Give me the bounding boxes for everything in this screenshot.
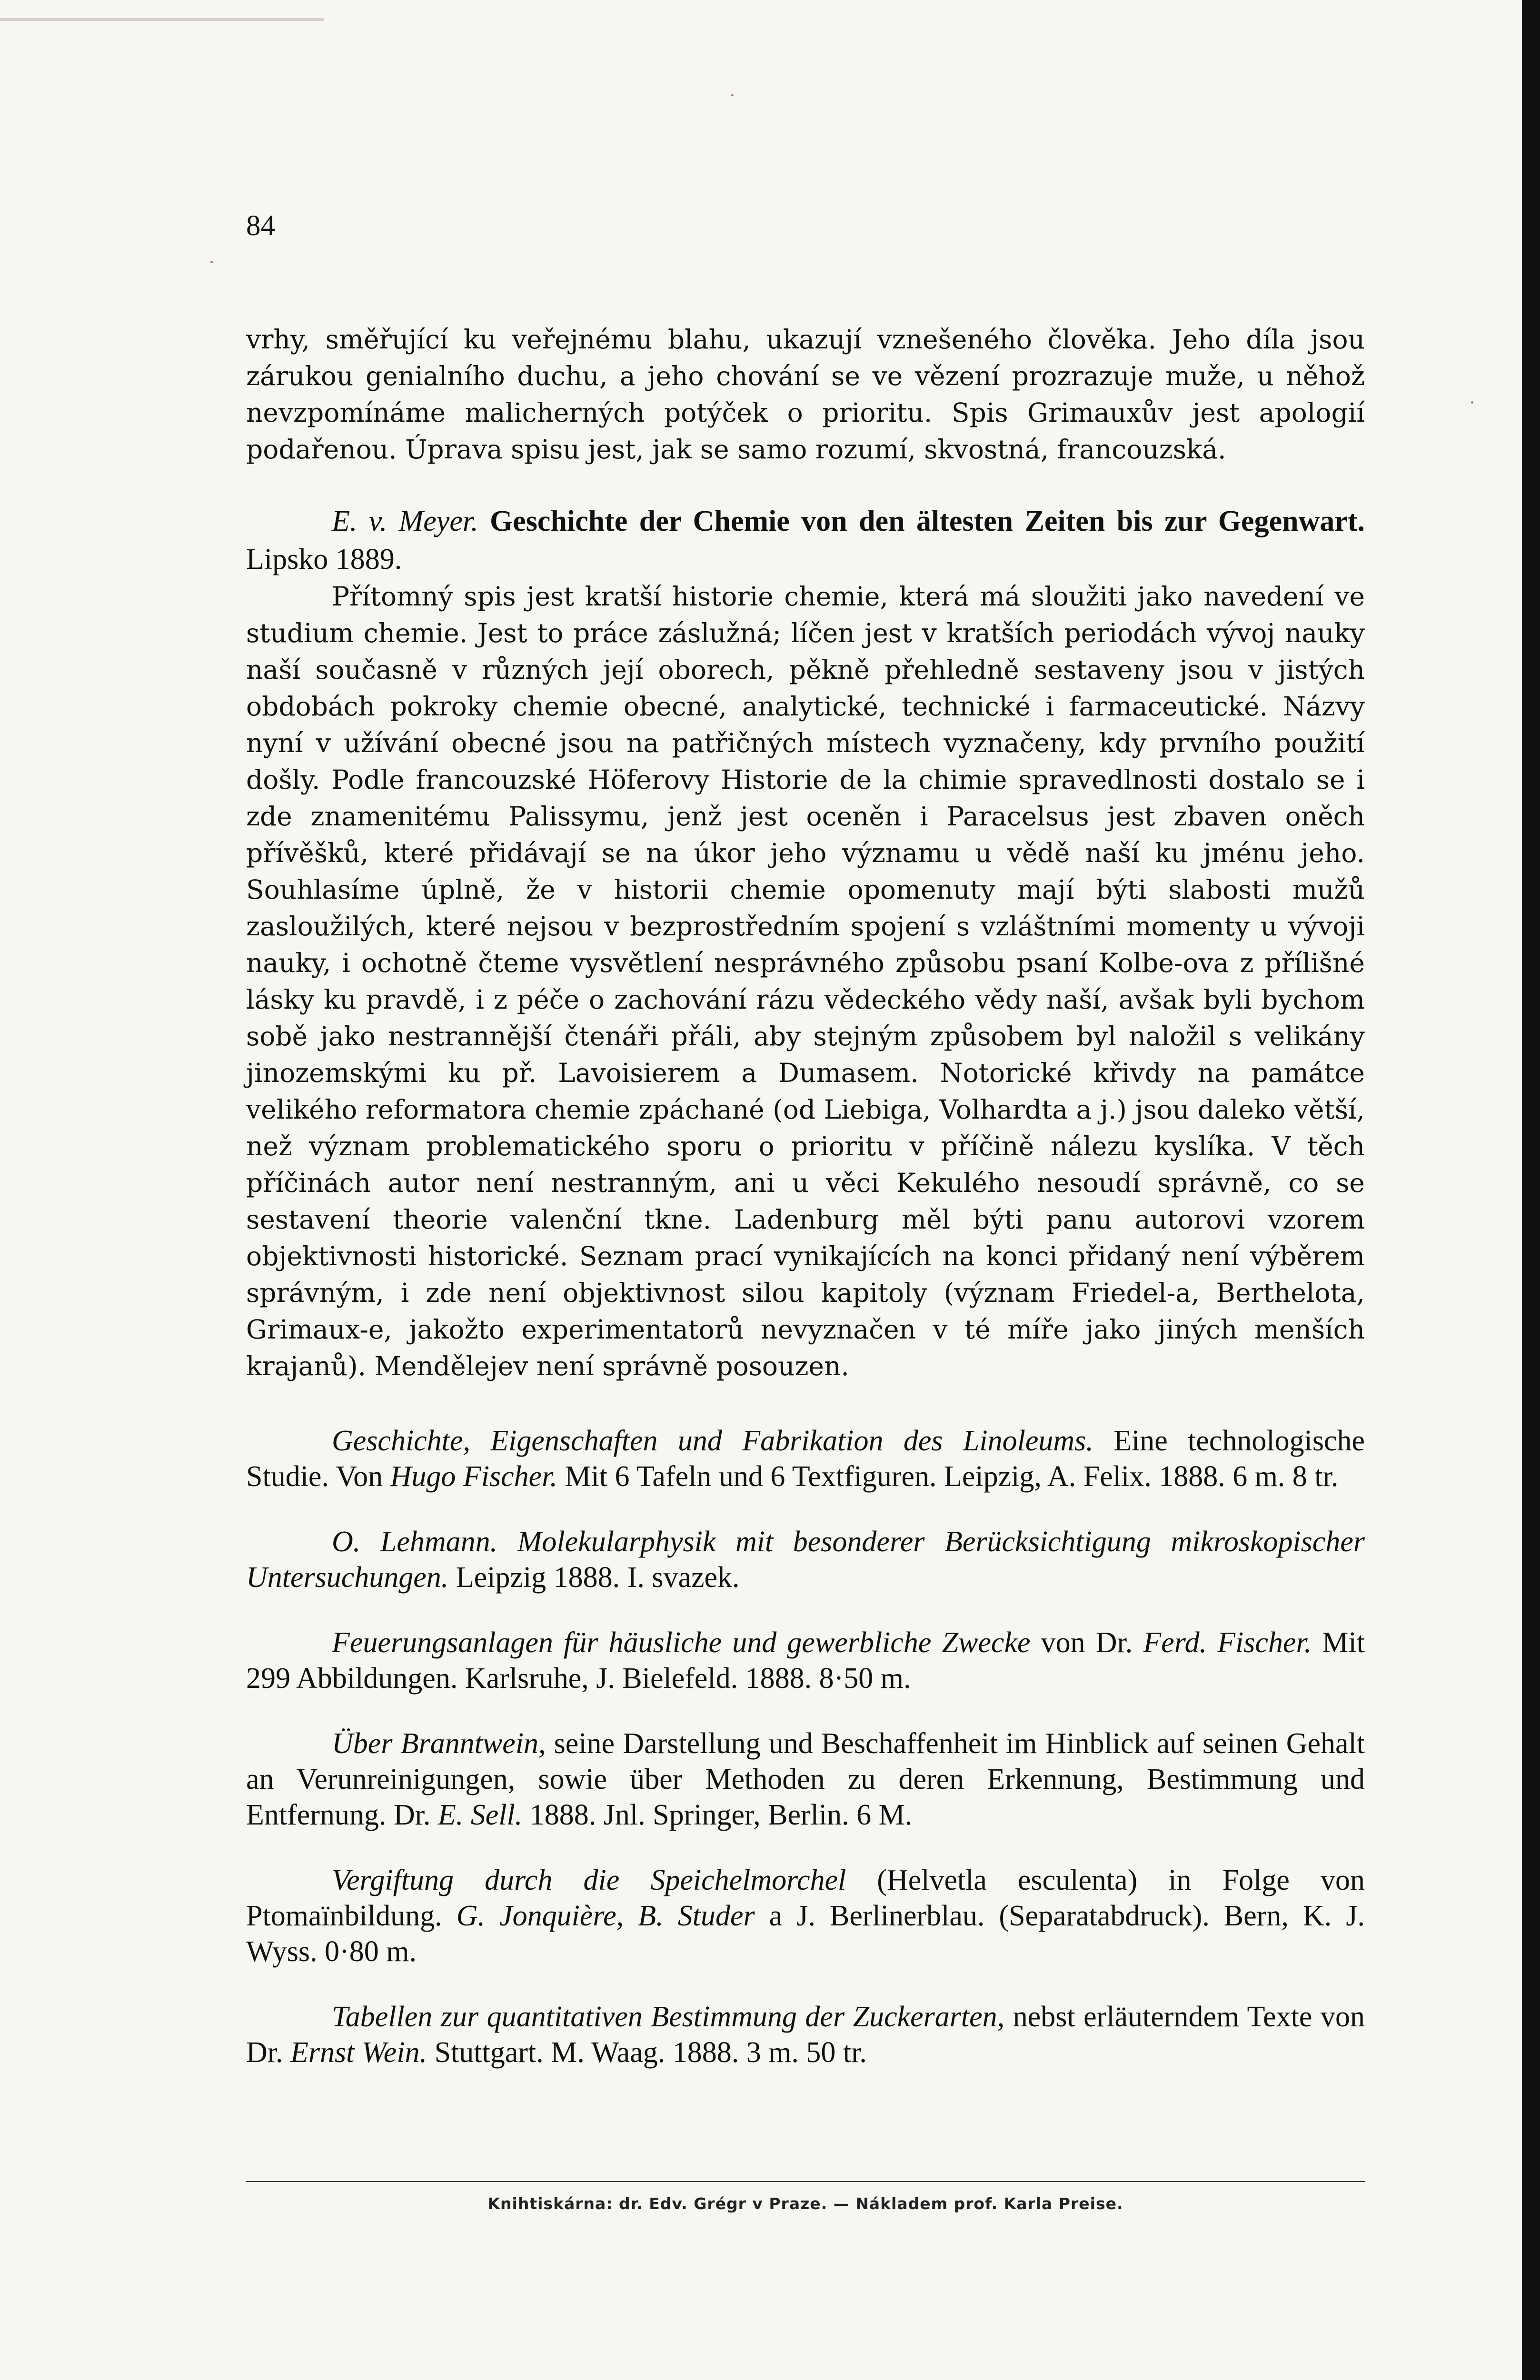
entry-title: Geschichte, Eigenschaften und Fabrikation des Linoleums.	[332, 1425, 1093, 1457]
book-heading	[246, 502, 1365, 578]
footer-rule	[246, 2181, 1365, 2182]
entry-publication: a J. Berlinerblau. (Separatabdruck). Bern, K. J. Wyss. 0·80 m.	[246, 1900, 1365, 1968]
scan-speck	[210, 261, 213, 263]
bibliography-entry	[246, 1999, 1365, 2071]
book-review-text: Přítomný spis jest kratší historie chemie, která má sloužiti jako navedení ve studium chemie. Jest to práce záslužná; líčen jest v kratších periodách vývoj nauky naší současně v různých její oborech, pěkně přehledně sestaveny jsou v jistých obdobách pokroky chemie obecné, analytické, technické i farmaceutické. Názvy nyní v užívání obecné jsou na patřičných místech vyznačeny, kdy prvního použití došly. Podle francouzské Höferovy Historie de la chimie spravedlnosti dostalo se i zde znamenitému Palissymu, jenž jest oceněn i Paracelsus jest zbaven oněch přívěšků, které přidávají se na úkor jeho významu u vědě naší ku jménu jeho. Souhlasíme úplně, že v historii chemie opomenuty mají býti slabosti mužů zasloužilých, které nejsou v bezprostředním spojení s vzláštními momenty u vývoji nauky, i ochotně čteme vysvětlení nesprávného způsobu psaní Kolbe-ova z přílišné lásky ku pravdě, i z péče o zachování rázu vědeckého vědy naší, avšak byli bychom sobě jako nestrannější čtenáři přáli, aby stejným způsobem byl naložil s velikány jinozemskými ku př. Lavoisierem a Dumasem. Notorické křivdy na památce velikého reformatora chemie zpáchané (od Liebiga, Volhardta a j.) jsou daleko větší, než význam problematického sporu o prioritu v příčině nálezu kyslíka. V těch příčinách autor není nestranným, ani u věci Kekulého nesoudí správně, co se sestavení theorie valenční tkne. Ladenburg měl býti panu autorovi vzorem objektivnosti historické. Seznam prací vynikajících na konci přidaný není výběrem správným, i zde není objektivnost silou kapitoly (význam Friedel-a, Berthelota, Grimaux-e, jakožto experimentatorů nevyznačen v té míře jako jiných menších krajanů). Mendělejev není správně posouzen.	[246, 581, 1365, 1381]
entry-publication: Mit 299 Abbildungen. Karlsruhe, J. Bielefeld. 1888. 8·50 m.	[246, 1626, 1365, 1695]
scan-speck	[1471, 401, 1473, 404]
entry-person: Hugo Fischer.	[390, 1460, 557, 1493]
entry-person: Ferd. Fischer.	[1143, 1626, 1312, 1659]
entry-title: Feuerungsanlagen für häusliche und gewerbliche Zwecke	[332, 1626, 1031, 1659]
entry-text: von Dr.	[1030, 1626, 1143, 1659]
bibliography-entry	[246, 1726, 1365, 1833]
entry-person: E. Sell.	[437, 1799, 523, 1831]
entry-title: O. Lehmann. Molekularphysik mit besonderer Berücksichtigung mikroskopischer Untersuchungen.	[246, 1526, 1365, 1594]
entry-text: Eine technologische Studie. Von	[246, 1425, 1365, 1493]
book-title: Geschichte der Chemie von den ältesten Zeiten bis zur Gegenwart.	[490, 505, 1365, 537]
scan-top-line	[0, 18, 324, 21]
entry-person: Ernst Wein.	[290, 2036, 427, 2069]
book-author: E. v. Meyer.	[332, 505, 478, 537]
bibliography-entry	[246, 1625, 1365, 1696]
entry-publication: Mit 6 Tafeln und 6 Textfiguren. Leipzig, A. Felix. 1888. 6 m. 8 tr.	[557, 1460, 1339, 1493]
entry-title: Tabellen zur quantitativen Bestimmung der Zuckerarten,	[332, 2001, 1005, 2033]
entry-title: Über Branntwein,	[332, 1727, 546, 1760]
entry-text: seine Darstellung und Beschaffenheit im Hinblick auf seinen Gehalt an Verunreinigungen, sowie über Methoden zu deren Erkennung, Bestimmung und Entfernung. Dr.	[246, 1727, 1365, 1831]
entry-publication: 1888. Jnl. Springer, Berlin. 6 M.	[522, 1799, 913, 1831]
scan-speck	[731, 94, 734, 96]
entry-title: Vergiftung durch die Speichelmorchel	[332, 1864, 846, 1896]
entry-publication: Stuttgart. M. Waag. 1888. 3 m. 50 tr.	[427, 2036, 867, 2069]
review-continuation: vrhy, směřující ku veřejnému blahu, ukazují vznešeného člověka. Jeho díla jsou zárukou genialního duchu, a jeho chování se ve vězení prozrazuje muže, u něhož nevzpomínáme malicherných potýček o prioritu. Spis Grimauxův jest apologií podařenou. Úprava spisu jest, jak se samo rozumí, skvostná, francouzská.	[246, 324, 1365, 465]
entry-person: G. Jonquière, B. Studer	[456, 1900, 755, 1932]
entry-text: (Helvetla esculenta) in Folge von Ptomaïnbildung.	[246, 1864, 1365, 1932]
page-number: 84	[246, 210, 275, 242]
bibliography-entry	[246, 1423, 1365, 1495]
bibliography-entry	[246, 1863, 1365, 1970]
entry-text: Leipzig 1888. I. svazek.	[448, 1561, 740, 1594]
scan-right-edge	[1522, 0, 1540, 2380]
bibliography-list	[246, 1423, 1365, 2100]
book-publication-place: Lipsko 1889.	[246, 543, 402, 575]
meyer-review	[246, 502, 1365, 1385]
entry-text: nebst erläuterndem Texte von Dr.	[246, 2001, 1365, 2069]
printer-footer: Knihtiskárna: dr. Edv. Grégr v Praze. — Nákladem prof. Karla Preise.	[487, 2194, 1123, 2213]
bibliography-entry	[246, 1524, 1365, 1596]
